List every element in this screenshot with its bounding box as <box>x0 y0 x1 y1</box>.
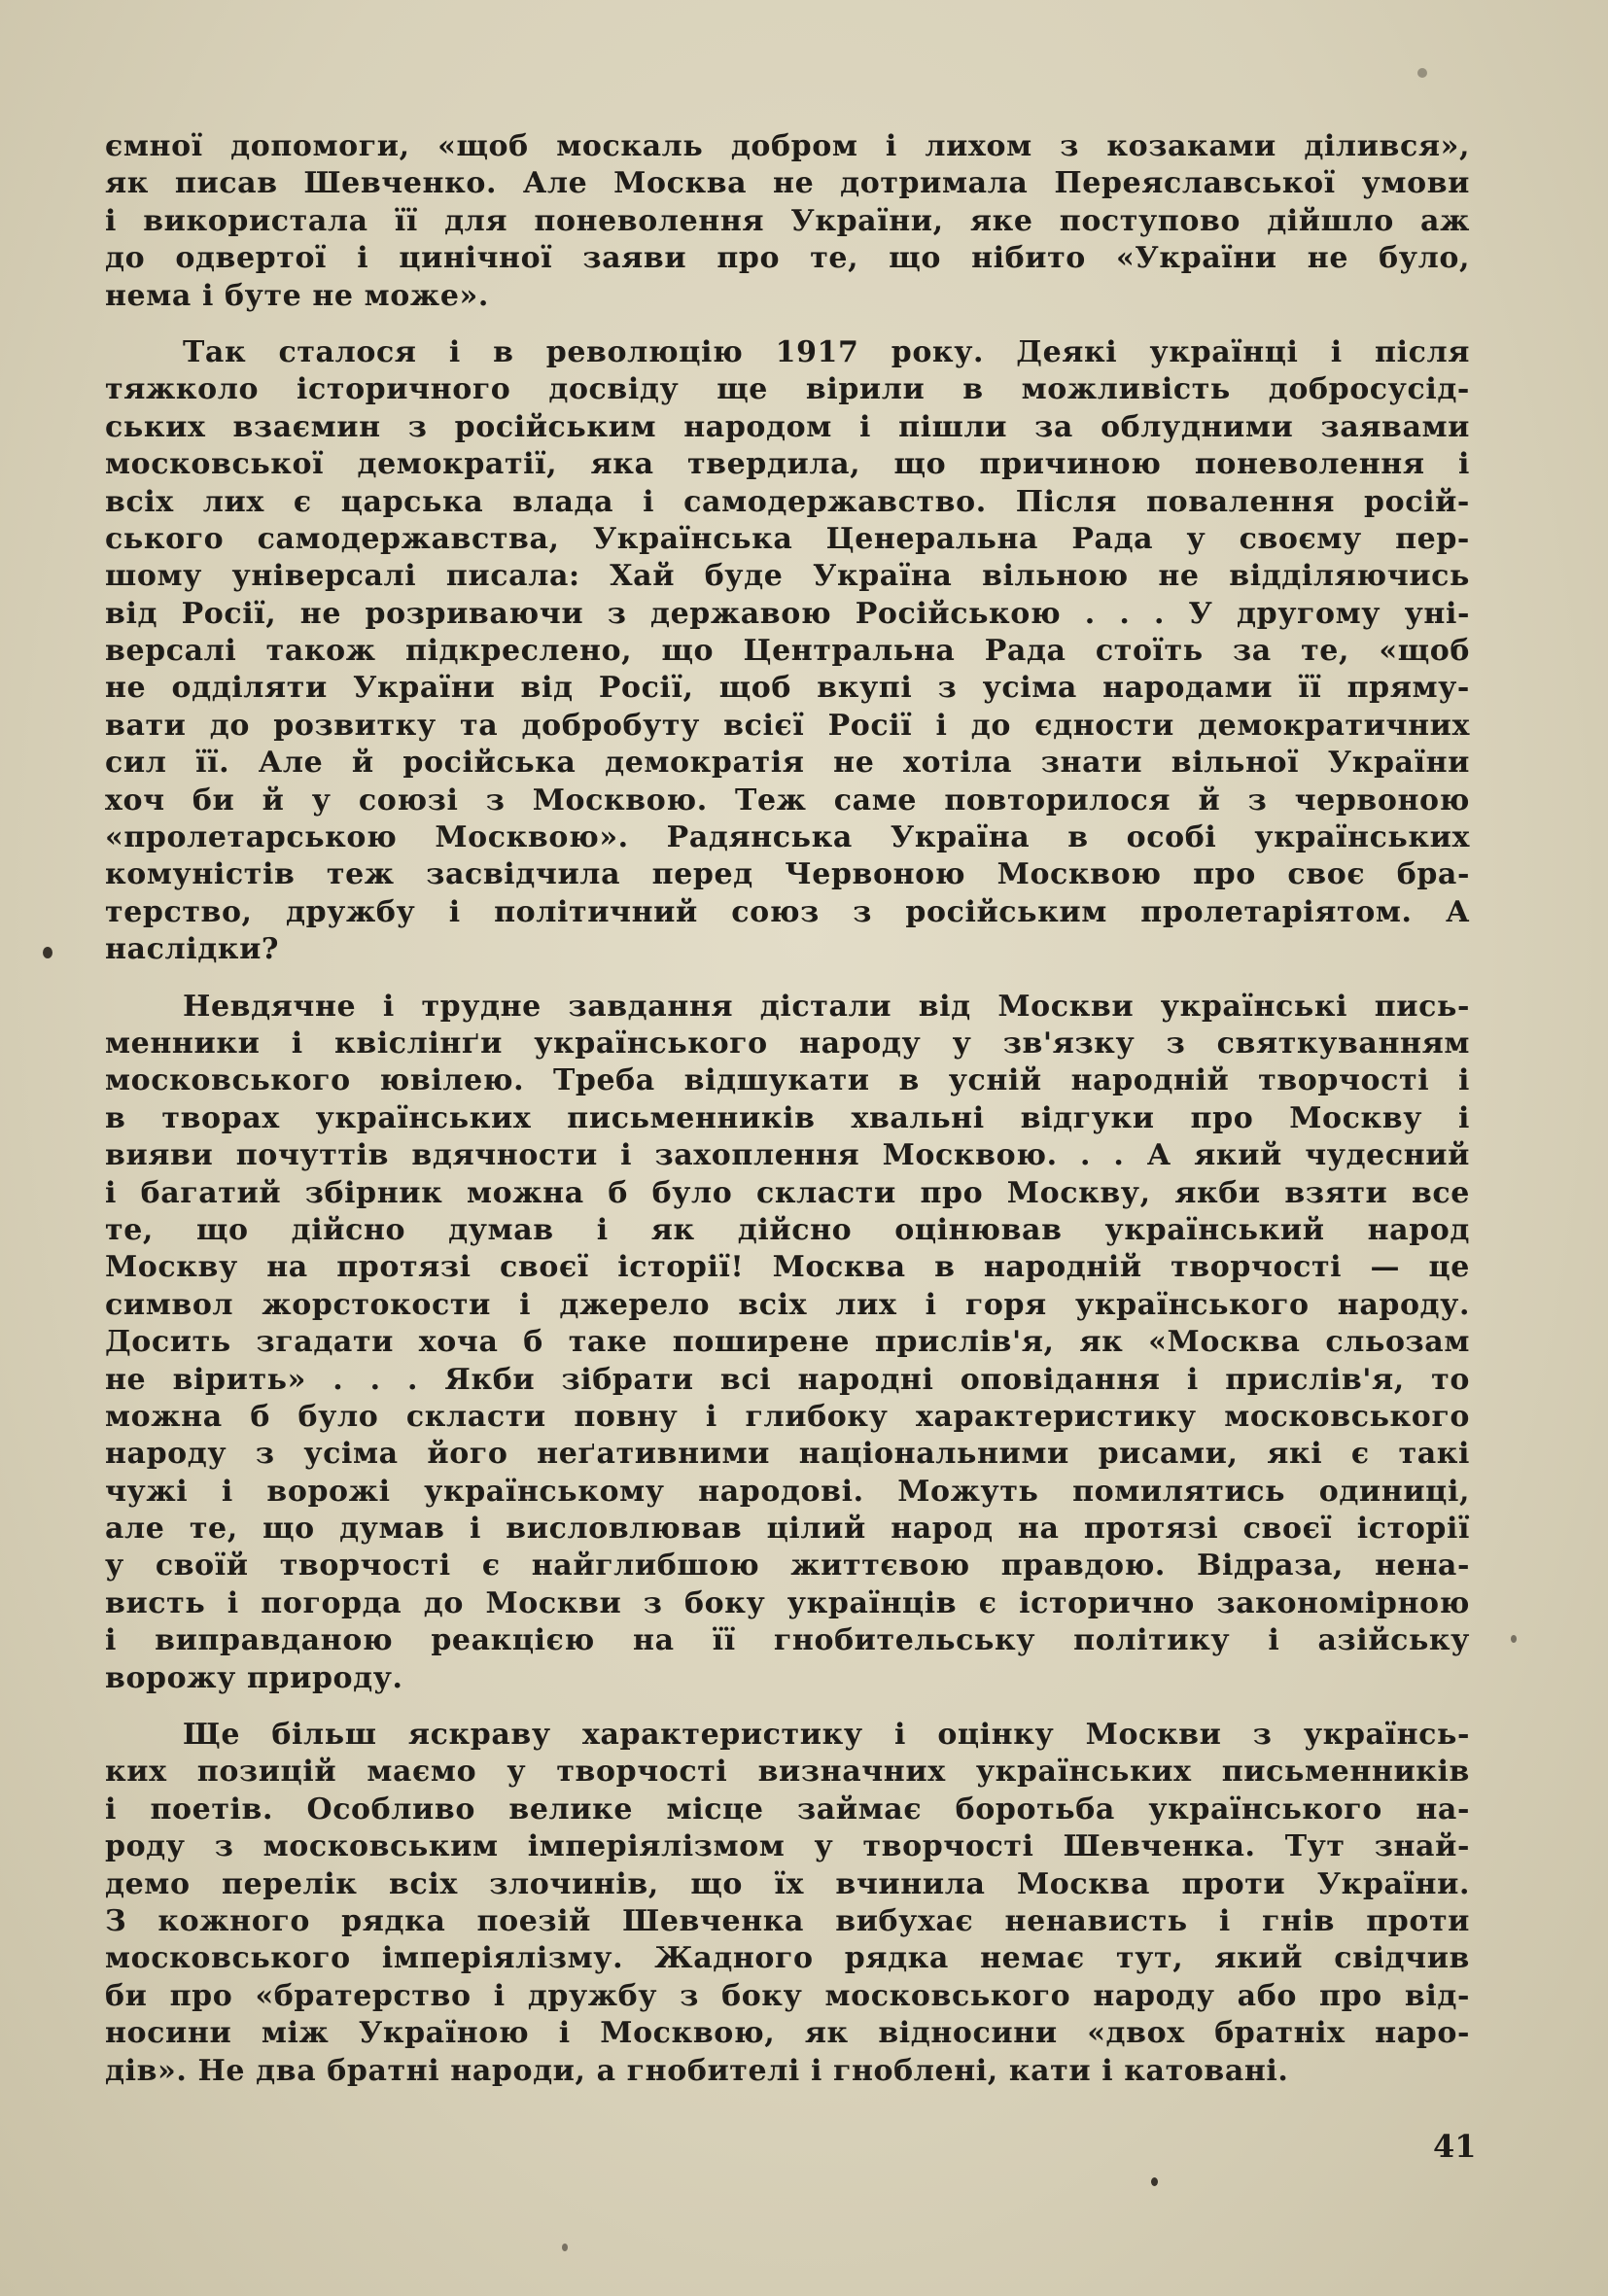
text-line: ємної допомоги, «щоб москаль добром і лихом з козаками ділився», <box>105 129 1470 163</box>
text-line: Ще більш яскраву характеристику і оцінку Москви з українсь- <box>183 1718 1470 1753</box>
text-line: і використала її для поневолення України, яке поступово дійшло аж <box>105 203 1470 238</box>
ink-speck <box>562 2244 568 2251</box>
ink-speck <box>43 947 52 958</box>
text-line: «пролетарською Москвою». Радянська Україна в особі українських <box>105 820 1470 855</box>
text-line: З кожного рядка поезій Шевченка вибухає ненависть і гнів проти <box>105 1903 1470 1938</box>
text-line: ких позицій маємо у творчості визначних українських письменників <box>105 1755 1470 1790</box>
text-line: хоч би й у союзі з Москвою. Теж саме повторилося й з червоною <box>105 783 1470 818</box>
text-line: не одділяти України від Росії, щоб вкупі з усіма народами її пряму- <box>105 671 1470 706</box>
text-line: нема і буте не може». <box>105 278 489 313</box>
text-line: Невдячне і трудне завдання дістали від Москви українські пись- <box>183 989 1470 1024</box>
text-line: Так сталося і в революцію 1917 року. Деякі українці і після <box>183 334 1470 369</box>
text-line: демо перелік всіх злочинів, що їх вчинила Москва проти України. <box>105 1866 1470 1901</box>
text-line: московського ювілею. Треба відшукати в усній народній творчості і <box>105 1063 1470 1098</box>
text-line: до одвертої і цинічної заяви про те, що нібито «України не було, <box>105 241 1470 276</box>
ink-speck <box>1417 68 1427 78</box>
page-number: 41 <box>1433 2128 1477 2165</box>
text-line: від Росії, не розриваючи з державою Російською . . . У другому уні- <box>105 596 1470 631</box>
text-line: вияви почуттів вдячности і захоплення Москвою. . . А який чудесний <box>105 1138 1470 1173</box>
text-line: менники і квіслінґи українського народу у зв'язку з святкуванням <box>105 1026 1470 1061</box>
text-line: комуністів теж засвідчила перед Червоною Москвою про своє бра- <box>105 857 1470 892</box>
text-line: дів». Не два братні народи, а гнобителі і гноблені, кати і катовані. <box>105 2053 1289 2088</box>
text-line: і багатий збірник можна б було скласти про Москву, якби взяти все <box>105 1175 1470 1210</box>
paragraph-gap <box>105 315 1470 334</box>
text-line: висть і погорда до Москви з боку українців є історично закономірною <box>105 1585 1470 1620</box>
ink-speck <box>1151 2177 1158 2186</box>
text-line: ських взаємин з російським народом і пішли за облудними заявами <box>105 409 1470 444</box>
text-line: терство, дружбу і політичний союз з російським пролетаріятом. А <box>105 894 1470 929</box>
text-line: не вірить» . . . Якби зібрати всі народні оповідання і прислів'я, то <box>105 1362 1470 1397</box>
text-line: в творах українських письменників хвальні відгуки про Москву і <box>105 1100 1470 1135</box>
paragraph-gap <box>105 969 1470 989</box>
text-line: московської демократії, яка твердила, що причиною поневолення і <box>105 447 1470 482</box>
text-line: би про «братерство і дружбу з боку московського народу або про від- <box>105 1978 1470 2013</box>
text-line: символ жорстокости і джерело всіх лих і горя українського народу. <box>105 1287 1470 1322</box>
text-line: носини між Україною і Москвою, як відносини «двох братніх наро- <box>105 2016 1470 2051</box>
text-line: Москву на протязі своєї історії! Москва в народній творчості — це <box>105 1250 1470 1285</box>
text-line: але те, що думав і висловлював цілий народ на протязі своєї історії <box>105 1512 1470 1547</box>
text-line: як писав Шевченко. Але Москва не дотримала Переяславської умови <box>105 166 1470 201</box>
paragraph <box>105 1717 1470 2090</box>
text-line: чужі і ворожі українському народові. Можуть помилятись одиниці, <box>105 1474 1470 1509</box>
text-line: Досить згадати хоча б таке поширене прислів'я, як «Москва сльозам <box>105 1325 1470 1360</box>
text-line: шому універсалі писала: Хай буде Україна вільною не відділяючись <box>105 559 1470 594</box>
text-line: ворожу природу. <box>105 1660 403 1695</box>
text-line: і поетів. Особливо велике місце займає боротьба українського на- <box>105 1792 1470 1826</box>
paragraph <box>105 334 1470 969</box>
text-line: версалі також підкреслено, що Центральна Рада стоїть за те, «щоб <box>105 634 1470 669</box>
text-line: роду з московським імперіялізмом у творчості Шевченка. Тут знай- <box>105 1829 1470 1864</box>
text-line: можна б було скласти повну і глибоку характеристику московського <box>105 1399 1470 1434</box>
paragraph-gap <box>105 1697 1470 1717</box>
ink-speck <box>1511 1635 1517 1643</box>
text-line: у своїй творчості є найглибшою життєвою правдою. Відраза, нена- <box>105 1548 1470 1583</box>
text-line: московського імперіялізму. Жадного рядка немає тут, який свідчив <box>105 1941 1470 1976</box>
text-line: сил її. Але й російська демократія не хотіла знати вільної України <box>105 746 1470 781</box>
text-line: всіх лих є царська влада і самодержавство. Після повалення росій- <box>105 484 1470 519</box>
text-column <box>105 128 1470 2090</box>
text-line: вати до розвитку та добробуту всієї Росії і до єдности демократичних <box>105 708 1470 743</box>
text-line: народу з усіма його неґативними національними рисами, які є такі <box>105 1437 1470 1472</box>
text-line: і виправданою реакцією на її гнобительську політику і азійську <box>105 1623 1470 1658</box>
paragraph <box>105 128 1470 315</box>
text-line: наслідки? <box>105 932 280 967</box>
paragraph <box>105 989 1470 1697</box>
text-line: те, що дійсно думав і як дійсно оцінював український народ <box>105 1212 1470 1247</box>
text-line: тяжколо історичного досвіду ще вірили в можливість добросусід- <box>105 372 1470 407</box>
text-line: ського самодержавства, Українська Ценеральна Рада у своєму пер- <box>105 521 1470 556</box>
